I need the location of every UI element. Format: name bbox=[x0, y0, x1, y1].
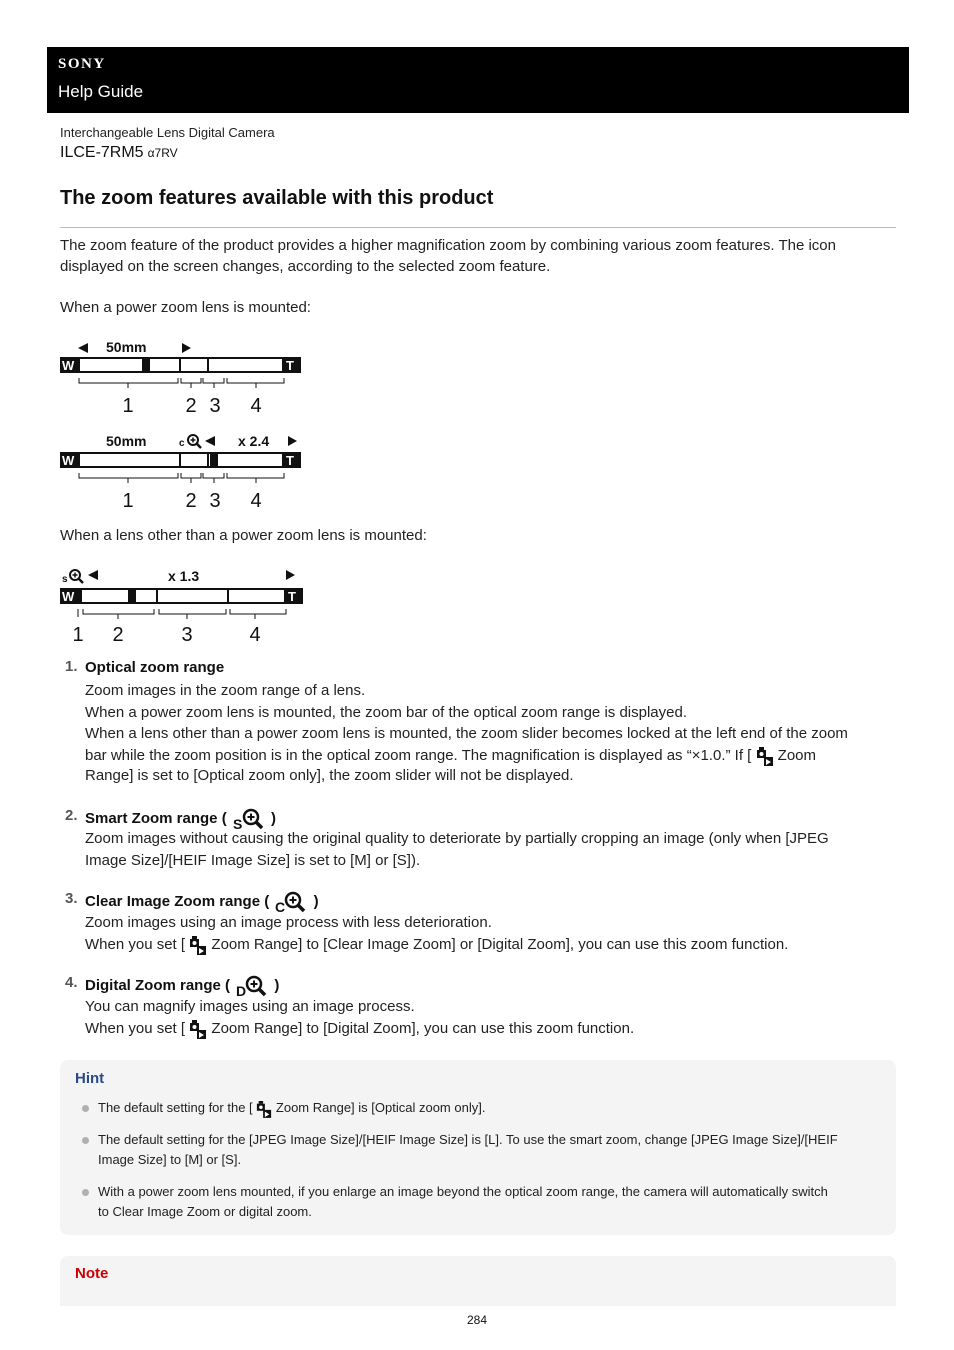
item-line bbox=[85, 934, 885, 956]
range-bracket-3 bbox=[203, 378, 224, 388]
range-number: 2 bbox=[185, 395, 197, 417]
item-line bbox=[85, 1018, 885, 1040]
range-number: 3 bbox=[209, 395, 221, 417]
note-box bbox=[60, 1256, 896, 1306]
list-number: 3. bbox=[65, 890, 78, 907]
model-alias: α7RV bbox=[147, 146, 178, 160]
help-guide-label: Help Guide bbox=[58, 82, 144, 101]
camera-zoom-icon bbox=[756, 746, 774, 766]
range-bracket-4 bbox=[227, 473, 284, 483]
wide-label: W bbox=[62, 589, 75, 604]
range-bracket-3 bbox=[159, 609, 226, 619]
tele-label: T bbox=[288, 589, 296, 604]
item-line: When a lens other than a power zoom lens is mounted, the zoom slider becomes locked at the left end of the zoom bbox=[85, 725, 848, 742]
range-number: 3 bbox=[181, 624, 193, 646]
item-title: Clear Image Zoom range ( C ) bbox=[85, 890, 319, 914]
zoom-slider bbox=[210, 453, 218, 467]
range-bracket-2 bbox=[181, 378, 201, 388]
list-number: 1. bbox=[65, 658, 78, 675]
item-line: Zoom images using an image process with less deterioration. bbox=[85, 914, 492, 931]
wide-label: W bbox=[62, 453, 75, 468]
zoom-bar-diagram-power-zoom-2 bbox=[60, 430, 310, 512]
range-number: 3 bbox=[209, 490, 221, 512]
left-arrow-icon bbox=[88, 570, 98, 580]
range-number: 1 bbox=[122, 490, 134, 512]
item-title: Smart Zoom range ( S ) bbox=[85, 807, 276, 831]
bullet-icon bbox=[82, 1189, 89, 1196]
range-number: 4 bbox=[250, 395, 262, 417]
item-line: Image Size]/[HEIF Image Size] is set to [M] or [S]). bbox=[85, 851, 421, 869]
zoom-slider bbox=[142, 358, 150, 372]
page-number: 284 bbox=[466, 1313, 488, 1327]
smart-zoom-icon bbox=[62, 570, 83, 585]
range-bracket-1 bbox=[79, 378, 178, 388]
item-line: When a power zoom lens is mounted, the zoom bar of the optical zoom range is displayed. bbox=[85, 703, 687, 721]
sony-logo: SONY bbox=[58, 56, 106, 72]
zoom-bar-diagram-power-zoom-1 bbox=[60, 336, 310, 418]
title-divider bbox=[60, 227, 896, 228]
list-number: 2. bbox=[65, 807, 78, 824]
zoom-type-letter: c bbox=[179, 438, 185, 449]
intro-line-1: The zoom feature of the product provides a higher magnification zoom by combining various zoom features. The icon bbox=[60, 237, 836, 254]
magnification-label: x 1.3 bbox=[168, 568, 200, 584]
focal-length-label: 50mm bbox=[106, 433, 147, 449]
item-line bbox=[85, 745, 885, 767]
range-number: 4 bbox=[249, 624, 261, 646]
item-line: Zoom images in the zoom range of a lens. bbox=[85, 682, 366, 699]
item-line-text: Zoom bbox=[777, 747, 817, 764]
item-line-text: Zoom Range] to [Digital Zoom], you can use this zoom function. bbox=[211, 1020, 635, 1037]
range-bracket-2 bbox=[83, 609, 154, 619]
range-number: 2 bbox=[112, 624, 124, 646]
zoom-bar-diagram-other-lens bbox=[60, 565, 310, 647]
note-title: Note bbox=[75, 1265, 109, 1282]
wide-label: W bbox=[62, 358, 75, 373]
item-title: Digital Zoom range ( D ) bbox=[85, 974, 279, 998]
hint-item: The default setting for the [JPEG Image Size]/[HEIF Image Size] is [L]. To use the smart zoom, change [JPEG Image Size]/[HEIF Image Size] to [M] or [S]. bbox=[98, 1132, 838, 1167]
item-title: Optical zoom range bbox=[85, 659, 225, 676]
item-line: You can magnify images using an image process. bbox=[85, 998, 415, 1015]
intro-line-2: displayed on the screen changes, according to the selected zoom feature. bbox=[60, 258, 551, 275]
bullet-icon bbox=[82, 1105, 89, 1112]
zoom-slider bbox=[128, 589, 136, 603]
hint-item: The default setting for the [ Zoom Range] is [Optical zoom only]. bbox=[98, 1098, 883, 1118]
range-bracket-4 bbox=[227, 378, 284, 388]
clear-image-zoom-icon bbox=[273, 890, 309, 914]
item-line-text: When you set [ bbox=[85, 936, 186, 953]
magnification-label: x 2.4 bbox=[238, 433, 270, 449]
range-number: 2 bbox=[185, 490, 197, 512]
item-line-text: bar while the zoom position is in the optical zoom range. The magnification is displayed as “×1.0.” If [ bbox=[85, 747, 752, 764]
right-arrow-icon bbox=[286, 570, 295, 580]
hint-box bbox=[60, 1060, 896, 1235]
range-bracket-4 bbox=[230, 609, 286, 619]
range-number: 1 bbox=[72, 624, 84, 646]
range-bracket-1 bbox=[79, 473, 178, 483]
model-number: ILCE-7RM5 bbox=[60, 144, 144, 161]
camera-zoom-icon bbox=[189, 935, 207, 955]
camera-zoom-icon bbox=[256, 1100, 272, 1118]
tele-label: T bbox=[286, 358, 294, 373]
range-bracket-3 bbox=[203, 473, 224, 483]
list-number: 4. bbox=[65, 974, 78, 991]
zoom-type-letter: D bbox=[236, 983, 247, 998]
hint-item: With a power zoom lens mounted, if you enlarge an image beyond the optical zoom range, the camera will automatically switch to Clear Image Zoom or digital zoom. bbox=[98, 1184, 828, 1219]
model-name bbox=[60, 144, 178, 162]
range-number: 1 bbox=[122, 395, 134, 417]
item-line-text: Zoom Range] to [Clear Image Zoom] or [Digital Zoom], you can use this zoom function. bbox=[211, 936, 789, 953]
bullet-icon bbox=[82, 1137, 89, 1144]
page-header bbox=[47, 47, 909, 113]
product-type: Interchangeable Lens Digital Camera bbox=[60, 125, 275, 140]
item-line: Range] is set to [Optical zoom only], the zoom slider will not be displayed. bbox=[85, 767, 574, 784]
zoom-type-letter: S bbox=[232, 816, 243, 831]
right-arrow-icon bbox=[182, 343, 191, 353]
other-lens-heading: When a lens other than a power zoom lens is mounted: bbox=[60, 527, 427, 544]
camera-zoom-icon bbox=[189, 1019, 207, 1039]
left-arrow-icon bbox=[205, 436, 215, 446]
item-line: Zoom images without causing the original quality to deteriorate by partially cropping an image (only when [JPEG bbox=[85, 830, 829, 847]
focal-length-label: 50mm bbox=[106, 339, 147, 355]
zoom-bar bbox=[77, 589, 285, 603]
page-title: The zoom features available with this product bbox=[60, 187, 494, 209]
zoom-type-letter: s bbox=[62, 574, 68, 585]
item-line-text: When you set [ bbox=[85, 1020, 186, 1037]
right-arrow-icon bbox=[288, 436, 297, 446]
range-bracket-2 bbox=[181, 473, 201, 483]
clear-image-zoom-icon bbox=[179, 435, 201, 449]
hint-title: Hint bbox=[75, 1070, 105, 1087]
digital-zoom-icon bbox=[234, 974, 270, 998]
left-arrow-icon bbox=[78, 343, 88, 353]
tele-label: T bbox=[286, 453, 294, 468]
power-zoom-heading: When a power zoom lens is mounted: bbox=[60, 299, 311, 316]
zoom-type-letter: C bbox=[275, 899, 286, 914]
range-number: 4 bbox=[250, 490, 262, 512]
